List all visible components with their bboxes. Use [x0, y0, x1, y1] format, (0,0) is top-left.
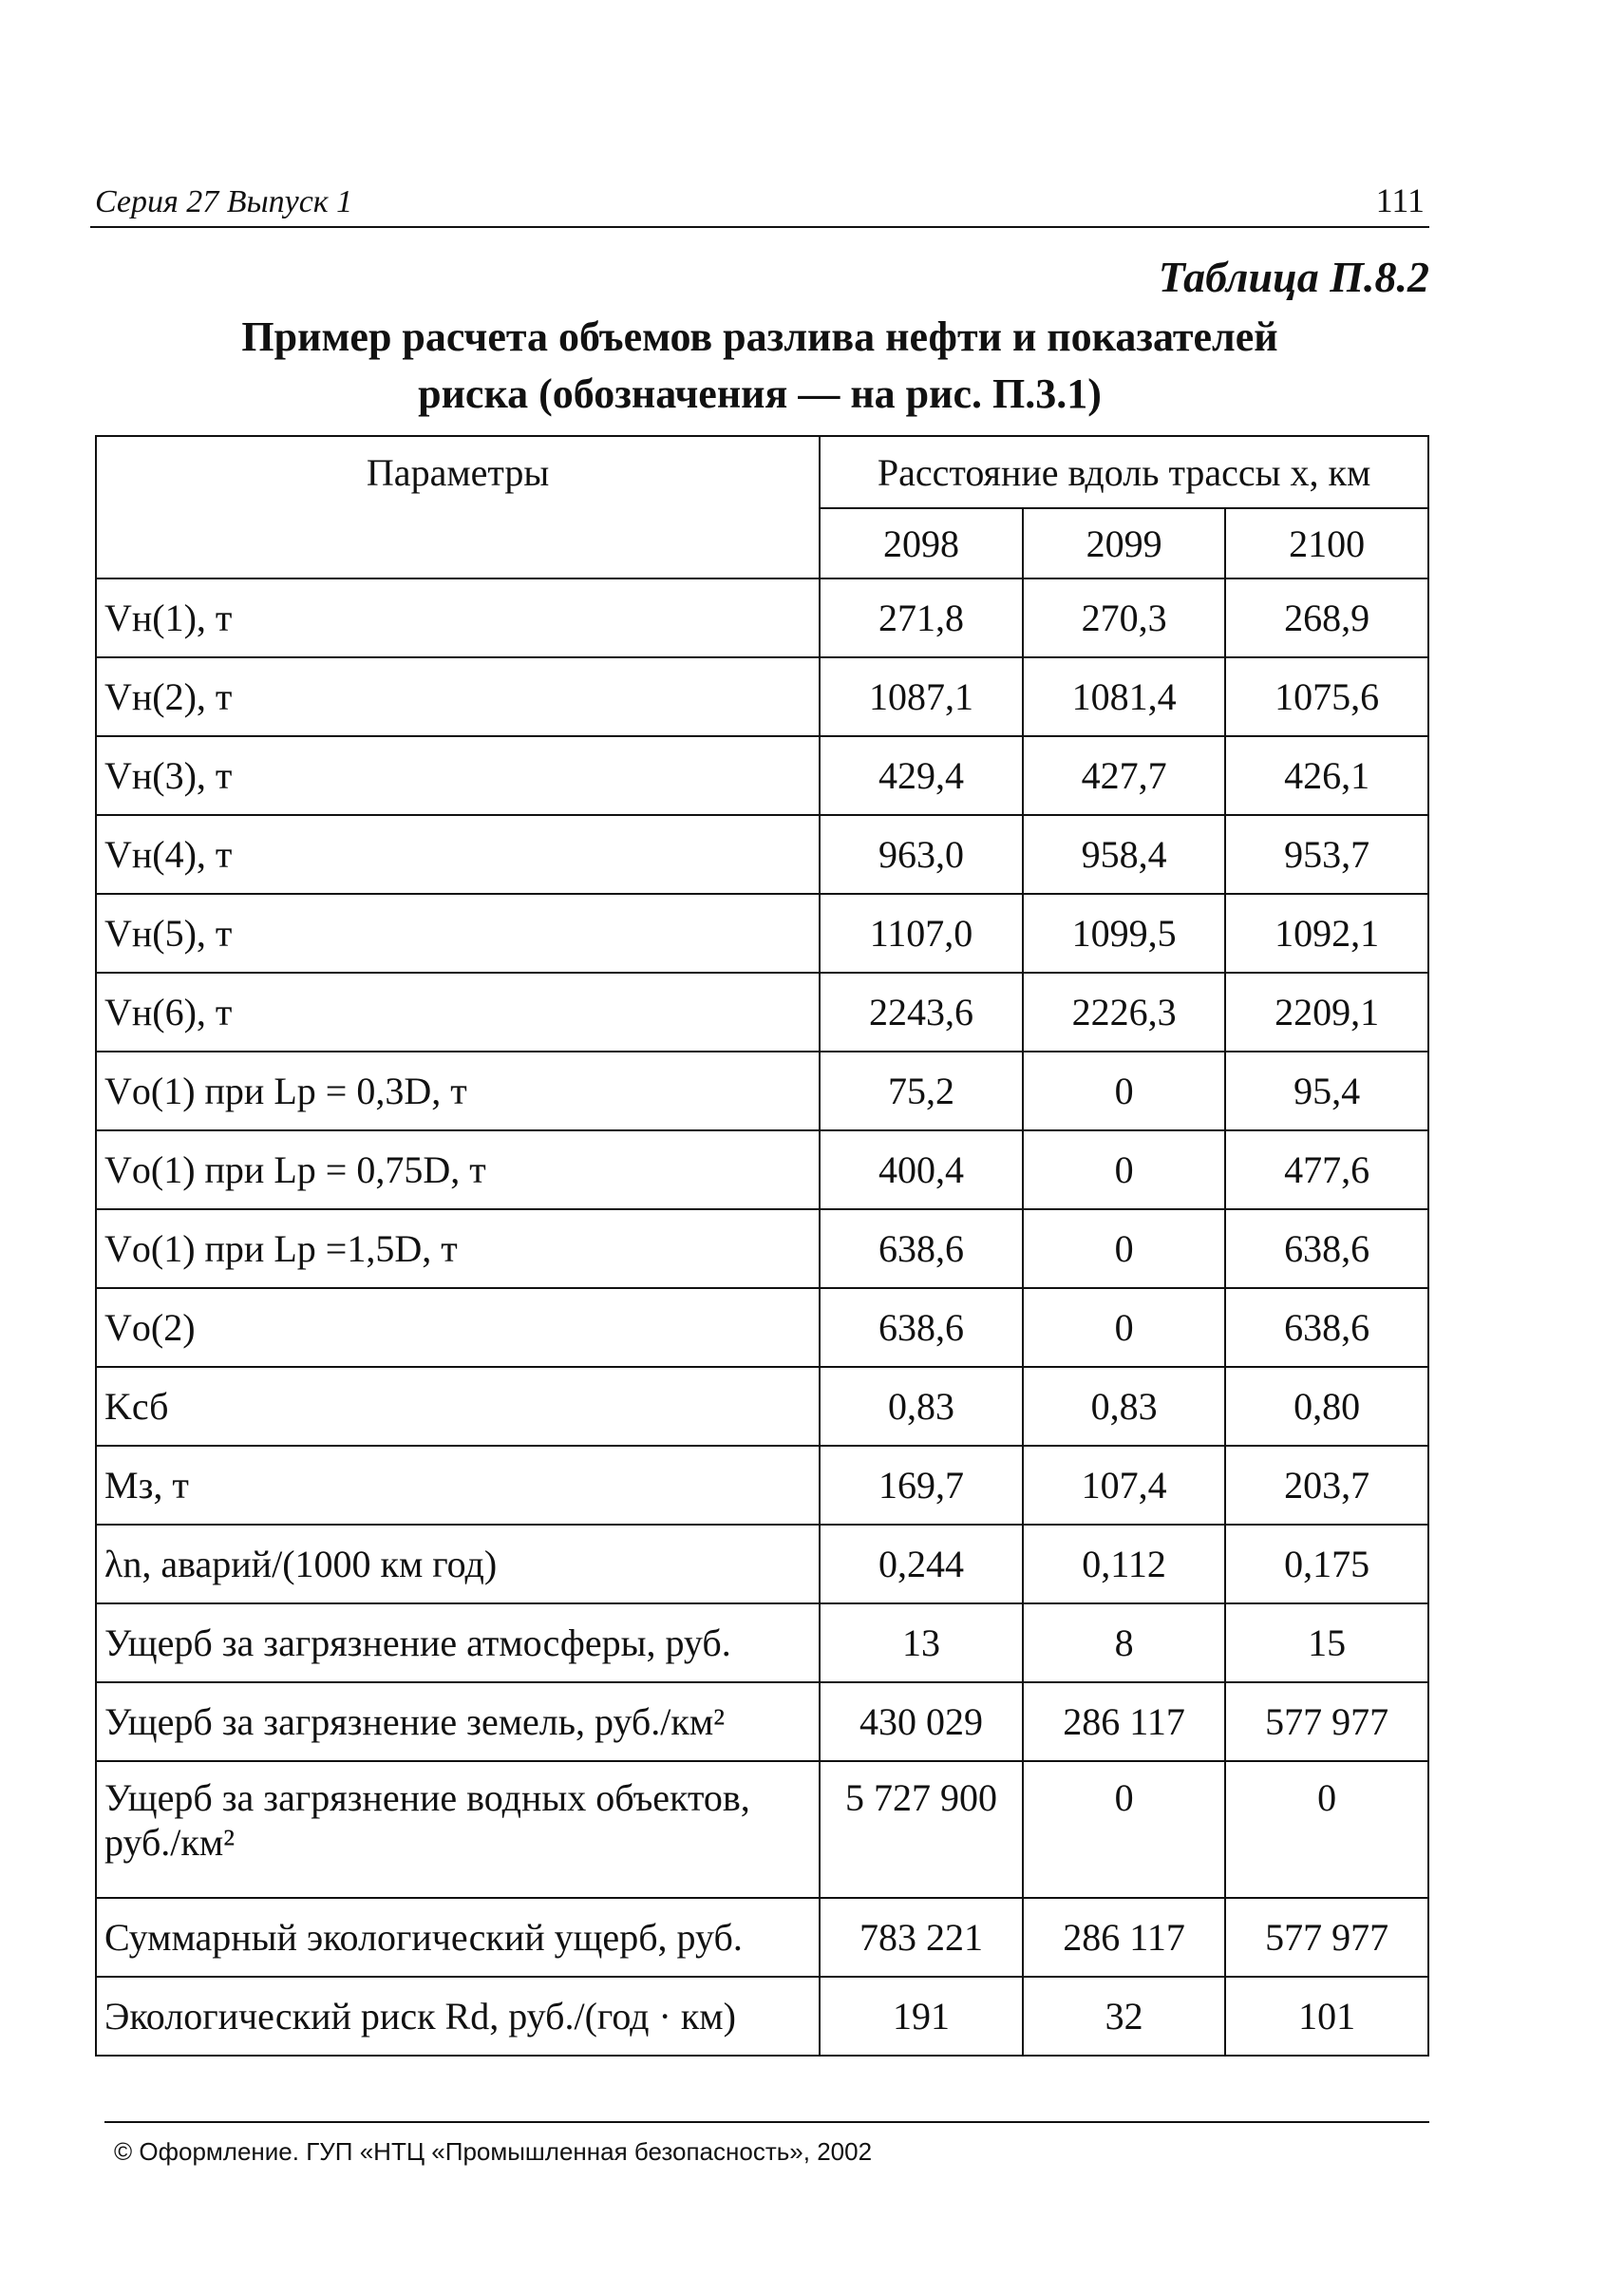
- row-value: 32: [1023, 1977, 1226, 2056]
- row-value: 1099,5: [1023, 894, 1226, 973]
- row-value: 8: [1023, 1603, 1226, 1682]
- table-row: [96, 1603, 1428, 1682]
- row-value: 0,175: [1225, 1525, 1428, 1603]
- row-value: 953,7: [1225, 815, 1428, 894]
- row-label: Vн(3), т: [96, 736, 820, 815]
- row-label: Ущерб за загрязнение земель, руб./км²: [96, 1682, 820, 1761]
- row-value: 477,6: [1225, 1130, 1428, 1209]
- row-value: 191: [820, 1977, 1023, 2056]
- row-label: Vо(1) при Lр = 0,3D, т: [96, 1052, 820, 1130]
- row-value: 577 977: [1225, 1682, 1428, 1761]
- row-value: 286 117: [1023, 1898, 1226, 1977]
- row-label: Vо(1) при Lр =1,5D, т: [96, 1209, 820, 1288]
- row-value: 13: [820, 1603, 1023, 1682]
- row-label: λn, аварий/(1000 км год): [96, 1525, 820, 1603]
- table-row: [96, 1446, 1428, 1525]
- row-value: 268,9: [1225, 578, 1428, 657]
- table-row: [96, 1130, 1428, 1209]
- row-label: Vо(2): [96, 1288, 820, 1367]
- column-header: 2098: [820, 508, 1023, 578]
- row-value: 0: [1023, 1209, 1226, 1288]
- page-number: 111: [1375, 181, 1425, 219]
- row-value: 0,83: [1023, 1367, 1226, 1446]
- row-value: 577 977: [1225, 1898, 1428, 1977]
- table-row: [96, 894, 1428, 973]
- table-row: [96, 1367, 1428, 1446]
- row-value: 107,4: [1023, 1446, 1226, 1525]
- row-value: 638,6: [820, 1288, 1023, 1367]
- row-value: 958,4: [1023, 815, 1226, 894]
- row-value: 963,0: [820, 815, 1023, 894]
- row-value: 1075,6: [1225, 657, 1428, 736]
- row-value: 0: [1023, 1052, 1226, 1130]
- row-value: 638,6: [820, 1209, 1023, 1288]
- row-value: 169,7: [820, 1446, 1023, 1525]
- row-value: 2226,3: [1023, 973, 1226, 1052]
- row-value: 0,112: [1023, 1525, 1226, 1603]
- row-value: 0,83: [820, 1367, 1023, 1446]
- row-value: 638,6: [1225, 1209, 1428, 1288]
- table-row: [96, 815, 1428, 894]
- row-value: 2209,1: [1225, 973, 1428, 1052]
- table-row: [96, 973, 1428, 1052]
- row-label: Vн(2), т: [96, 657, 820, 736]
- table-row: [96, 1682, 1428, 1761]
- row-label: Суммарный экологический ущерб, руб.: [96, 1898, 820, 1977]
- row-value: 429,4: [820, 736, 1023, 815]
- row-label: Ущерб за загрязнение атмосферы, руб.: [96, 1603, 820, 1682]
- footer-credit: © Оформление. ГУП «НТЦ «Промышленная безопасность», 2002: [114, 2137, 873, 2166]
- row-value: 0: [1023, 1130, 1226, 1209]
- row-label: Vо(1) при Lр = 0,75D, т: [96, 1130, 820, 1209]
- row-value: 0: [1023, 1761, 1226, 1898]
- row-value: 286 117: [1023, 1682, 1226, 1761]
- table-row: [96, 578, 1428, 657]
- distance-header: Расстояние вдоль трассы x, км: [820, 436, 1428, 508]
- row-value: 427,7: [1023, 736, 1226, 815]
- row-label: Ущерб за загрязнение водных объектов, руб./км²: [96, 1761, 820, 1898]
- column-header: 2099: [1023, 508, 1226, 578]
- row-value: 638,6: [1225, 1288, 1428, 1367]
- row-label: Vн(1), т: [96, 578, 820, 657]
- row-value: 203,7: [1225, 1446, 1428, 1525]
- param-header: Параметры: [96, 436, 820, 578]
- row-value: 1092,1: [1225, 894, 1428, 973]
- row-value: 1107,0: [820, 894, 1023, 973]
- table-row: [96, 1977, 1428, 2056]
- row-value: 0,80: [1225, 1367, 1428, 1446]
- row-value: 15: [1225, 1603, 1428, 1682]
- table-row: [96, 736, 1428, 815]
- row-value: 0: [1023, 1288, 1226, 1367]
- table-row: [96, 1525, 1428, 1603]
- row-value: 271,8: [820, 578, 1023, 657]
- table-row: [96, 1209, 1428, 1288]
- row-value: 430 029: [820, 1682, 1023, 1761]
- row-value: 0,244: [820, 1525, 1023, 1603]
- table-row: [96, 1761, 1428, 1898]
- row-label: Vн(5), т: [96, 894, 820, 973]
- table-row: [96, 657, 1428, 736]
- table-title: Пример расчета объемов разлива нефти и показателей риска (обозначения — на рис. П.3.1): [241, 313, 1278, 417]
- row-value: 101: [1225, 1977, 1428, 2056]
- column-header: 2100: [1225, 508, 1428, 578]
- row-value: 2243,6: [820, 973, 1023, 1052]
- table-row: [96, 1288, 1428, 1367]
- series-label: Серия 27 Выпуск 1: [95, 184, 353, 219]
- footer-divider: [104, 2121, 1429, 2123]
- row-label: Vн(6), т: [96, 973, 820, 1052]
- row-value: 426,1: [1225, 736, 1428, 815]
- table-row: [96, 1052, 1428, 1130]
- row-label: Экологический риск Rd, руб./(год · км): [96, 1977, 820, 2056]
- row-value: 400,4: [820, 1130, 1023, 1209]
- row-value: 5 727 900: [820, 1761, 1023, 1898]
- row-value: 95,4: [1225, 1052, 1428, 1130]
- row-label: Mз, т: [96, 1446, 820, 1525]
- row-value: 1087,1: [820, 657, 1023, 736]
- table-row: [96, 1898, 1428, 1977]
- row-label: Kсб: [96, 1367, 820, 1446]
- data-table: [95, 435, 1429, 2057]
- row-value: 783 221: [820, 1898, 1023, 1977]
- table-label: Таблица П.8.2: [1158, 253, 1429, 301]
- header-row: [96, 436, 1428, 508]
- row-value: 0: [1225, 1761, 1428, 1898]
- row-value: 75,2: [820, 1052, 1023, 1130]
- row-value: 270,3: [1023, 578, 1226, 657]
- row-value: 1081,4: [1023, 657, 1226, 736]
- row-label: Vн(4), т: [96, 815, 820, 894]
- page-header: [90, 179, 1429, 228]
